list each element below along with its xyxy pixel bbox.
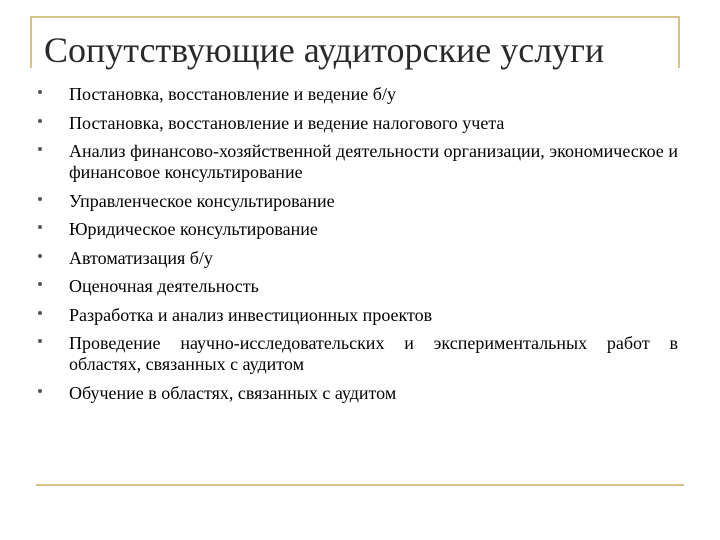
bullet-icon — [38, 225, 42, 229]
list-item — [38, 191, 678, 212]
bullet-icon — [38, 282, 42, 286]
list-item — [38, 113, 678, 134]
bullet-icon — [38, 119, 42, 123]
list-item-text: Проведение научно-исследовательских и экспериментальных работ в областях, связанных с аудитом — [69, 333, 678, 374]
bullet-icon — [38, 197, 42, 201]
bullet-icon — [38, 339, 42, 343]
bullet-icon — [38, 90, 42, 94]
list-item-text: Разработка и анализ инвестиционных проектов — [69, 304, 433, 325]
list-item — [38, 305, 678, 326]
list-item-text: Постановка, восстановление и ведение б/у — [69, 84, 396, 104]
list-item — [38, 248, 678, 269]
frame-left-line — [30, 16, 32, 68]
list-item — [38, 141, 678, 183]
list-item — [38, 333, 678, 375]
slide-title: Сопутствующие аудиторские услуги — [44, 30, 605, 70]
list-item — [38, 383, 678, 404]
bullet-icon — [38, 389, 42, 393]
list-item-text: Постановка, восстановление и ведение налогового учета — [69, 112, 505, 133]
list-item-text: Автоматизация б/у — [69, 247, 213, 268]
list-item-text: Юридическое консультирование — [69, 219, 318, 239]
list-item-text: Анализ финансово-хозяйственной деятельности организации, экономическое и финансовое консультирование — [69, 141, 678, 182]
bullet-icon — [38, 254, 42, 258]
bullet-list — [38, 84, 678, 411]
frame-bottom-line — [36, 484, 684, 486]
list-item-text: Управленческое консультирование — [69, 190, 335, 211]
list-item — [38, 219, 678, 240]
list-item-text: Оценочная деятельность — [69, 276, 259, 296]
frame-top-line — [30, 16, 680, 18]
list-item — [38, 84, 678, 105]
bullet-icon — [38, 311, 42, 315]
list-item — [38, 276, 678, 297]
bullet-icon — [38, 147, 42, 151]
list-item-text: Обучение в областях, связанных с аудитом — [69, 382, 397, 403]
